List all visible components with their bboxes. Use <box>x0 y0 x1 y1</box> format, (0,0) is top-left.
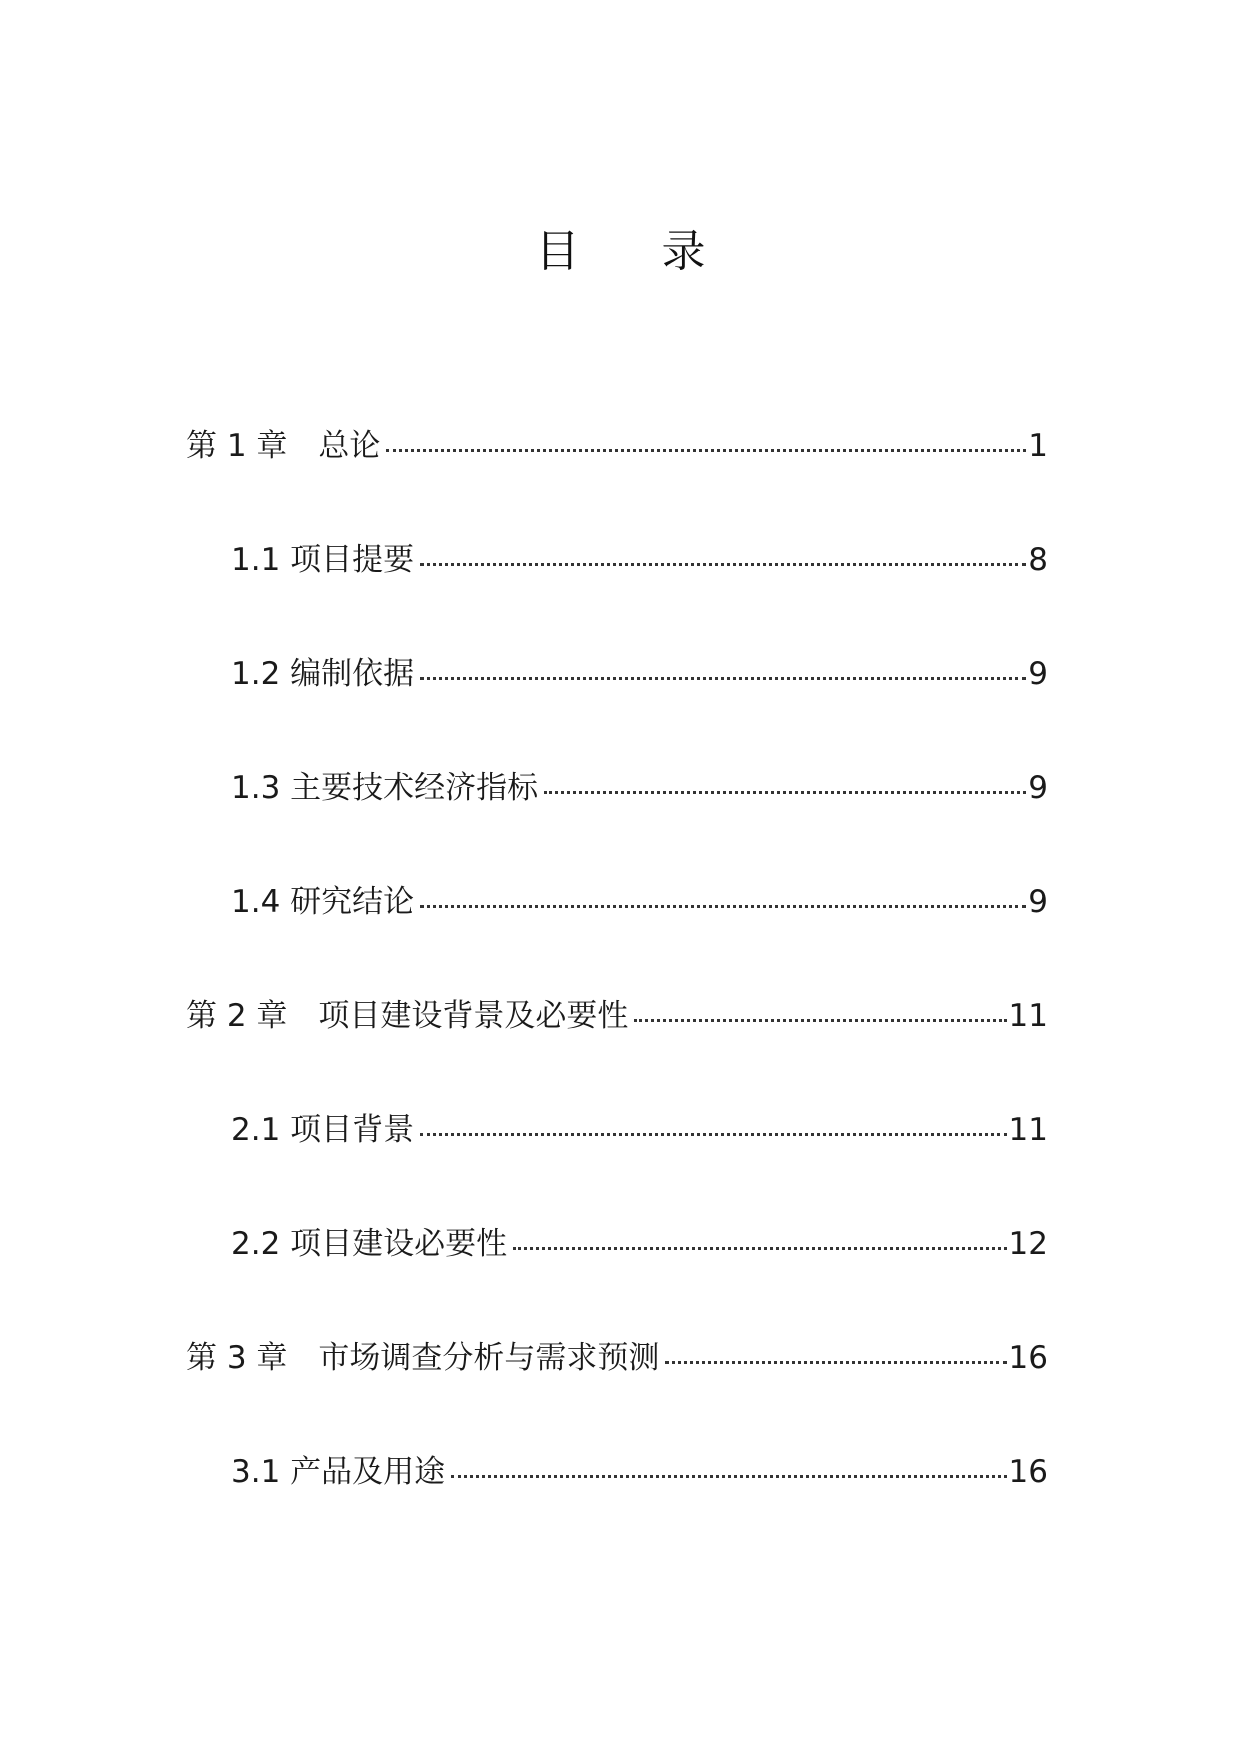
toc-entry-label: 3.1 产品及用途 <box>231 1454 446 1490</box>
toc-entry-page: 16 <box>1008 1340 1048 1376</box>
toc-entry-page: 8 <box>1028 542 1048 578</box>
toc-entry-1-3[interactable] <box>231 766 1048 810</box>
toc-entry-label: 第 3 章 市场调查分析与需求预测 <box>186 1340 660 1376</box>
dot-leader <box>451 1475 1006 1478</box>
toc-title: 目 录 <box>535 226 740 277</box>
toc-entry-1-2[interactable] <box>231 652 1048 696</box>
toc-entry-2-1[interactable] <box>231 1108 1048 1152</box>
toc-entry-page: 12 <box>1008 1226 1048 1262</box>
dot-leader <box>420 1133 1006 1136</box>
toc-entry-label: 2.1 项目背景 <box>231 1112 415 1148</box>
dot-leader <box>420 563 1026 566</box>
toc-entry-1-1[interactable] <box>231 538 1048 582</box>
toc-entry-3-1[interactable] <box>231 1450 1048 1494</box>
dot-leader <box>513 1247 1006 1250</box>
toc-entry-page: 11 <box>1008 1112 1048 1148</box>
toc-entry-chapter-3[interactable] <box>186 1336 1048 1380</box>
toc-entry-page: 16 <box>1008 1454 1048 1490</box>
dot-leader <box>420 905 1026 908</box>
toc-entry-page: 9 <box>1028 656 1048 692</box>
toc-entry-label: 2.2 项目建设必要性 <box>231 1226 508 1262</box>
toc-entry-1-4[interactable] <box>231 880 1048 924</box>
toc-entry-label: 第 2 章 项目建设背景及必要性 <box>186 998 629 1034</box>
toc-entry-chapter-1[interactable] <box>186 424 1048 468</box>
dot-leader <box>420 677 1026 680</box>
dot-leader <box>544 791 1026 794</box>
toc-entry-label: 1.2 编制依据 <box>231 656 415 692</box>
toc-entry-page: 1 <box>1028 428 1048 464</box>
dot-leader <box>665 1361 1006 1364</box>
toc-entry-chapter-2[interactable] <box>186 994 1048 1038</box>
toc-entry-label: 第 1 章 总论 <box>186 428 381 464</box>
toc-entry-page: 9 <box>1028 770 1048 806</box>
dot-leader <box>634 1019 1006 1022</box>
toc-entry-2-2[interactable] <box>231 1222 1048 1266</box>
toc-entry-page: 9 <box>1028 884 1048 920</box>
dot-leader <box>386 449 1026 452</box>
toc-entry-page: 11 <box>1008 998 1048 1034</box>
toc-entry-label: 1.3 主要技术经济指标 <box>231 770 539 806</box>
toc-entry-label: 1.4 研究结论 <box>231 884 415 920</box>
toc-entry-label: 1.1 项目提要 <box>231 542 415 578</box>
